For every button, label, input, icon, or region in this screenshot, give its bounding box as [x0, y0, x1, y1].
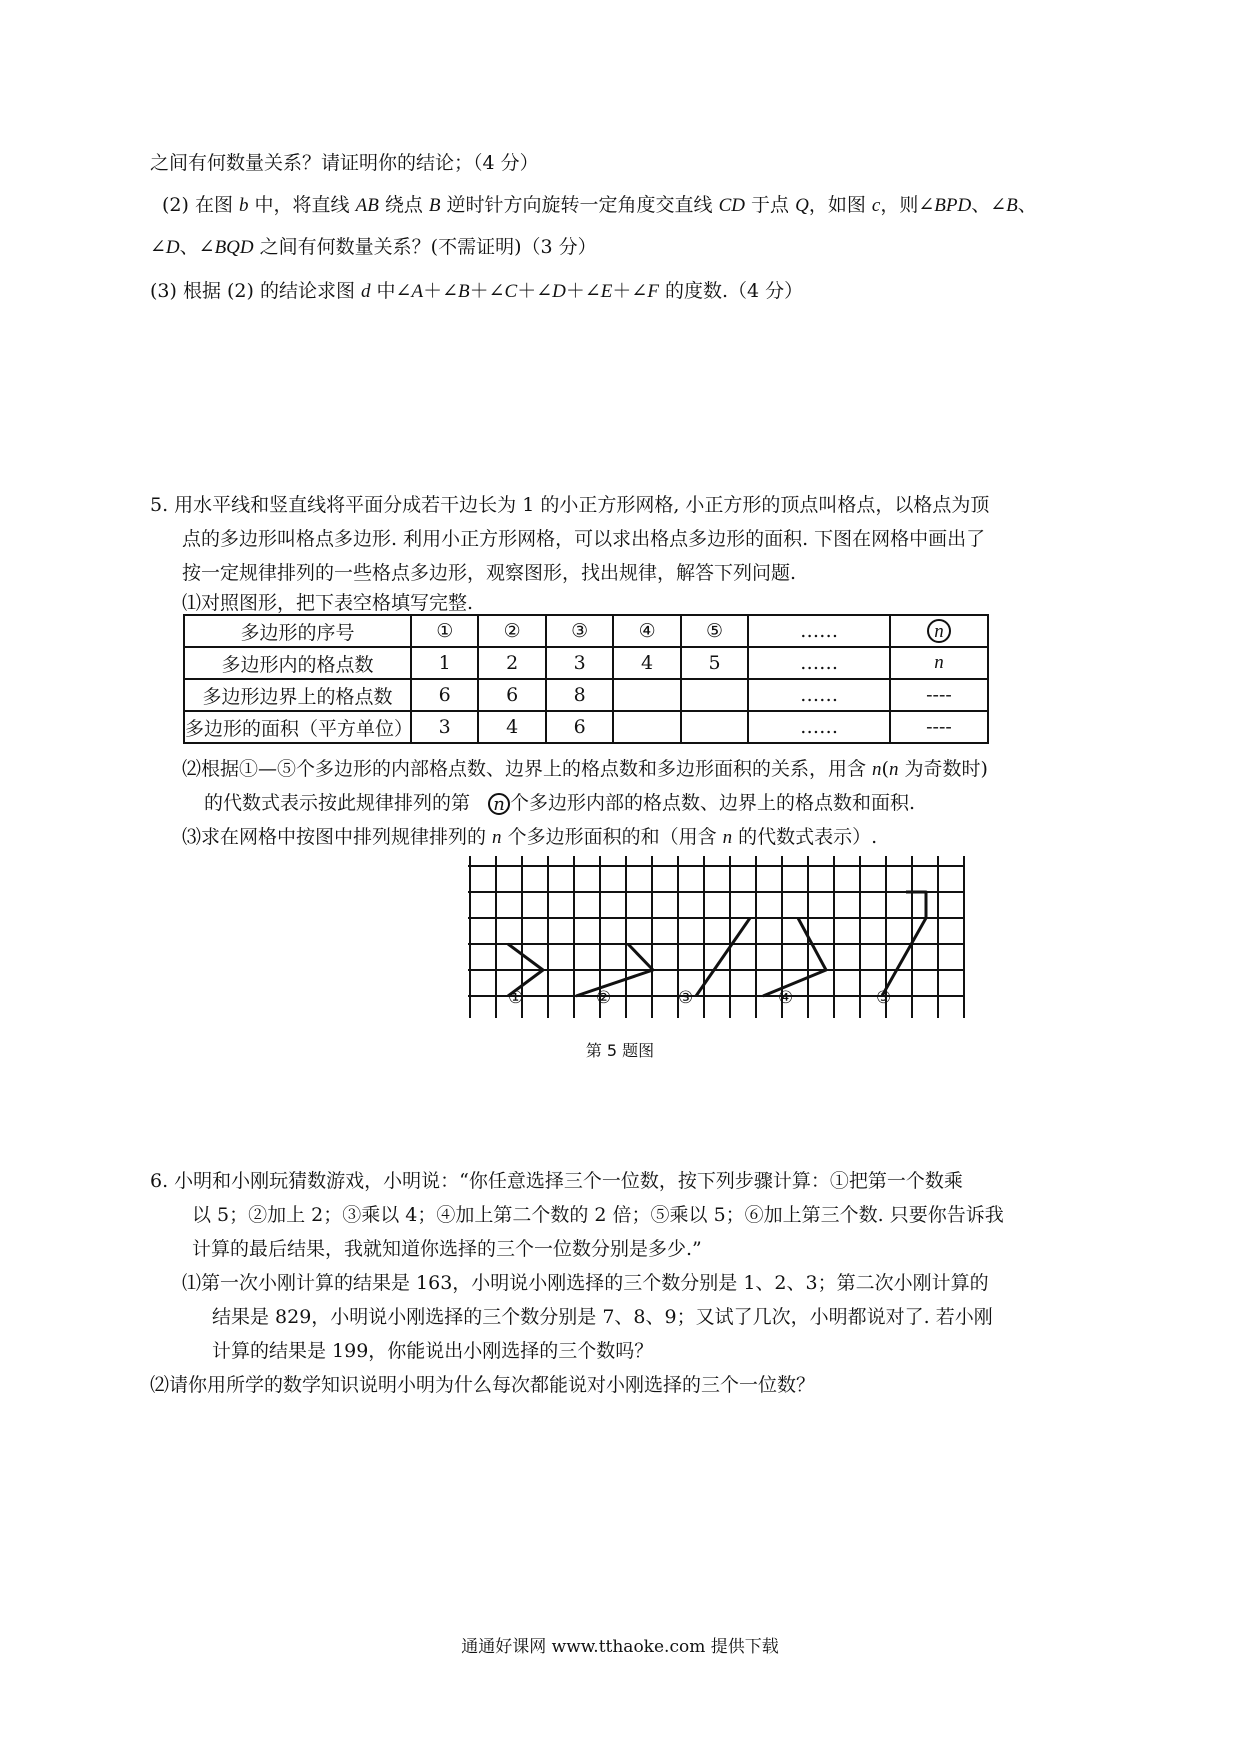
q4-p3-var: D: [552, 281, 566, 302]
q4-p3-var: F: [647, 281, 659, 302]
figure-label: ③: [678, 988, 694, 1008]
q4-p3-var: C: [504, 281, 518, 302]
q4-p3-text: ＋∠: [423, 280, 458, 302]
table-cell: 多边形的面积（平方单位）: [184, 711, 411, 743]
table-cell: ③: [546, 615, 613, 647]
q6-sub1-line3: 计算的结果是 199，你能说出小刚选择的三个数吗？: [212, 1340, 654, 1362]
q6-sub2: ⑵请你用所学的数学知识说明小明为什么每次都能说对小刚选择的三个一位数？: [150, 1374, 816, 1396]
table-cell: ……: [748, 647, 890, 679]
figure-caption: 第 5 题图: [585, 1041, 655, 1060]
table-cell: ⑤: [681, 615, 748, 647]
table-cell: ……: [748, 615, 890, 647]
q4-p3-var: B: [458, 281, 470, 302]
q6-sub1-line1: ⑴第一次小刚计算的结果是 163，小明说小刚选择的三个数分别是 1、2、3；第二次小刚计算的: [182, 1272, 989, 1294]
table-row: [184, 711, 988, 743]
table-cell: 6: [546, 711, 613, 743]
q6-line3: 计算的最后结果，我就知道你选择的三个一位数分别是多少.”: [192, 1238, 702, 1260]
table-cell: ②: [478, 615, 545, 647]
table-cell: 8: [546, 679, 613, 711]
q6-sub1-line2: 结果是 829，小明说小刚选择的三个数分别是 7、8、9；又试了几次，小明都说对了. 若小刚: [212, 1306, 993, 1328]
q5-sub2-line1: [182, 756, 988, 783]
q4-p2-var: BQD: [214, 237, 254, 258]
q4-part3: [150, 278, 803, 305]
q4-p3-text: ＋∠: [517, 280, 553, 302]
table-cell: 多边形的序号: [184, 615, 411, 647]
q4-p3-text: 的度数.（4 分）: [658, 280, 804, 302]
q5-sub2-text: 个多边形内部的格点数、边界上的格点数和面积.: [510, 792, 916, 814]
table-cell: ----: [890, 679, 988, 711]
table-cell: [613, 679, 680, 711]
q4-p2-var: CD: [718, 195, 746, 216]
table-cell: [681, 711, 748, 743]
q4-p2-text: ∠: [150, 236, 166, 258]
q4-p2-text: 逆时针方向旋转一定角度交直线: [440, 194, 719, 216]
figure-label: ②: [596, 988, 612, 1008]
q5-sub2-text: (: [881, 758, 889, 780]
q5-sub1: ⑴对照图形，把下表空格填写完整.: [182, 592, 474, 614]
table-cell: 多边形内的格点数: [184, 647, 411, 679]
q4-part2-line1: [162, 192, 1037, 219]
q4-p2-text: (2) 在图: [162, 194, 239, 216]
circled-n: n: [927, 619, 951, 643]
q5-sub3-text: 个多边形面积的和（用含: [501, 826, 723, 848]
q4-p3-text: ＋∠: [469, 280, 505, 302]
table-cell: 1: [411, 647, 478, 679]
table-cell: 多边形边界上的格点数: [184, 679, 411, 711]
q4-p2-text: ，则∠: [880, 194, 935, 216]
q4-p2-var: B: [428, 195, 441, 216]
table-cell: 6: [478, 679, 545, 711]
polygon-table: [183, 614, 989, 744]
table-cell: ④: [613, 615, 680, 647]
q4-p3-var: d: [361, 281, 371, 302]
q5-sub2-text: ⑵根据①—⑤个多边形的内部格点数、边界上的格点数和多边形面积的关系，用含: [182, 758, 873, 780]
q5-line1: 5. 用水平线和竖直线将平面分成若干边长为 1 的小正方形网格, 小正方形的顶点叫格点，以格点为顶: [150, 494, 990, 516]
table-cell: 4: [613, 647, 680, 679]
table-cell: 3: [411, 711, 478, 743]
q4-p2-var: c: [871, 195, 881, 216]
q5-sub3-text: ⑶求在网格中按图中排列规律排列的: [182, 826, 493, 848]
q6-line1: 6. 小明和小刚玩猜数游戏，小明说：“你任意选择三个一位数，按下列步骤计算：①把第一个数乘: [150, 1170, 963, 1192]
q5-sub2-text: 的代数式表示按此规律排列的第: [204, 792, 471, 814]
q4-p2-var: AB: [355, 195, 379, 216]
q5-sub3: [182, 824, 877, 851]
table-cell: ……: [748, 711, 890, 743]
q4-p3-var: E: [600, 281, 613, 302]
table-cell: ……: [748, 679, 890, 711]
q5-line3: 按一定规律排列的一些格点多边形，观察图形，找出规律，解答下列问题.: [182, 562, 797, 584]
q4-p2-var: B: [1006, 195, 1018, 216]
q4-p2-text: ，如图: [808, 194, 872, 216]
q4-p2-var: b: [239, 195, 249, 216]
lattice-polygon-figure: [468, 852, 976, 1018]
q5-sub3-var: n: [722, 827, 733, 848]
q4-p2-text: 于点: [745, 194, 796, 216]
polygon-4-edge: [763, 918, 826, 996]
table-cell: ----: [890, 711, 988, 743]
q5-sub2-var: n: [888, 759, 899, 780]
q5-sub3-var: n: [492, 827, 502, 848]
q4-p3-text: ＋∠: [565, 280, 601, 302]
table-cell: ①: [411, 615, 478, 647]
q4-p2-var: D: [165, 237, 180, 258]
q4-p2-text: 中，将直线: [248, 194, 356, 216]
q4-p3-text: 中∠: [370, 280, 412, 302]
q6-line2: 以 5；②加上 2；③乘以 4；④加上第二个数的 2 倍；⑤乘以 5；⑥加上第三个数. 只要你告诉我: [192, 1204, 1004, 1226]
q4-p2-text: 绕点: [378, 194, 429, 216]
q4-p2-var: Q: [795, 195, 809, 216]
table-row: [184, 615, 988, 647]
q5-sub2-text: 为奇数时): [898, 758, 988, 780]
q4-p2-var: BPD: [934, 195, 972, 216]
figure-label: ④: [778, 988, 794, 1008]
q4-p2-text: 之间有何数量关系？(不需证明)（3 分）: [253, 236, 597, 258]
table-cell: 3: [546, 647, 613, 679]
table-row: [184, 679, 988, 711]
table-cell: [890, 615, 988, 647]
table-cell: 6: [411, 679, 478, 711]
q5-line2: 点的多边形叫格点多边形. 利用小正方形网格，可以求出格点多边形的面积. 下图在网格中画出了: [182, 528, 986, 550]
circled-n: n: [488, 793, 510, 815]
figure-label: ①: [508, 988, 524, 1008]
page-footer: 通通好课网 www.tthaoke.com 提供下载: [461, 1637, 779, 1657]
table-cell: n: [890, 647, 988, 679]
q4-p3-text: ＋∠: [612, 280, 648, 302]
q4-p2-text: 、: [1017, 194, 1037, 216]
q4-p3-var: A: [411, 281, 424, 302]
table-cell: [613, 711, 680, 743]
q5-sub2-var: n: [872, 759, 882, 780]
q4-p3-text: (3) 根据 (2) 的结论求图: [150, 280, 361, 302]
table-cell: 2: [478, 647, 545, 679]
table-row: [184, 647, 988, 679]
figure-label: ⑤: [876, 988, 892, 1008]
table-cell: 4: [478, 711, 545, 743]
q5-sub3-text: 的代数式表示）.: [732, 826, 878, 848]
table-cell: [681, 679, 748, 711]
table-cell: 5: [681, 647, 748, 679]
q4-part2-line2: [150, 234, 597, 261]
q4-p2-text: 、∠: [179, 236, 215, 258]
q4-line1: 之间有何数量关系？请证明你的结论；（4 分）: [150, 152, 539, 174]
q4-p2-text: 、∠: [971, 194, 1007, 216]
q5-sub2-line2: [204, 790, 915, 816]
